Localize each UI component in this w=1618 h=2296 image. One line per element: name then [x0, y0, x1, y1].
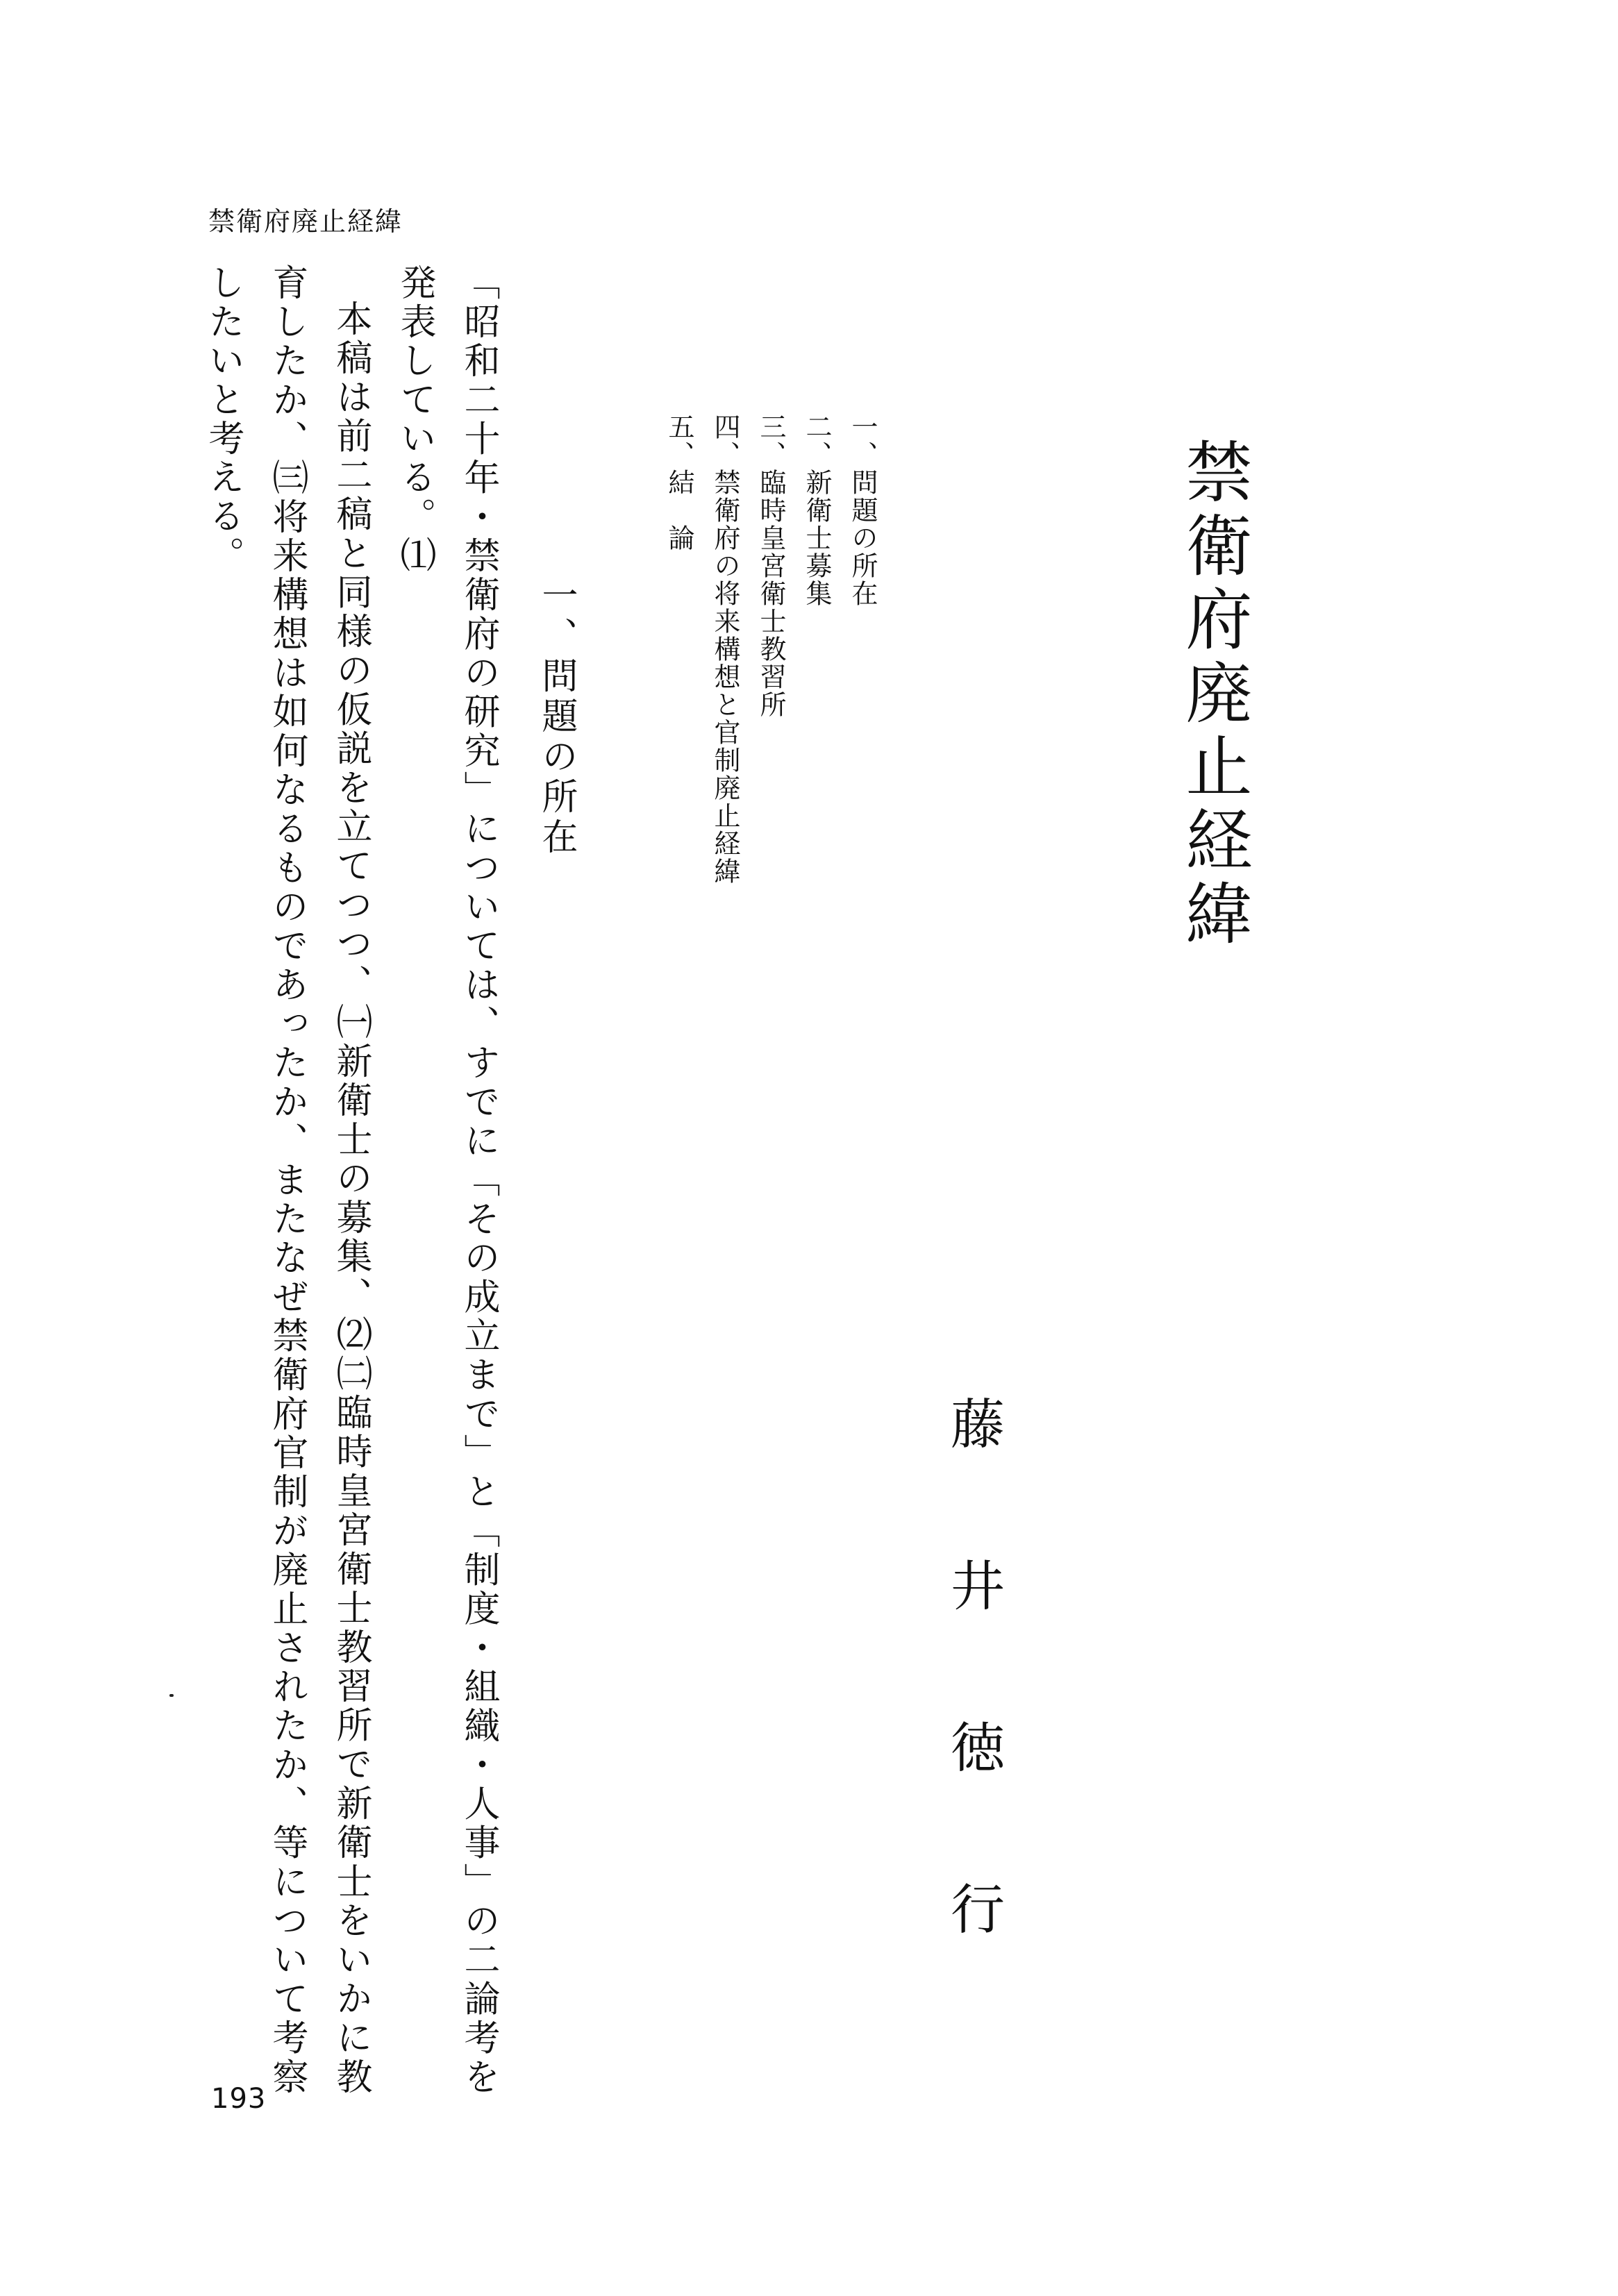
toc-item: 五、結 論 — [664, 413, 694, 552]
page-number: 193 — [211, 2083, 267, 2115]
table-of-contents — [656, 413, 885, 885]
running-head: 禁衛府廃止経緯 — [208, 206, 403, 237]
paragraph: 本稿は前二稿と同様の仮説を立てつつ、㈠新衛士の募集、⑵㈡臨時皇宮衛士教習所で新衛士をいかに教育したか、㈢将来構想は如何なるものであったか、またなぜ禁衛府官制が廃止されたか、等について考察したいと考える。 — [202, 264, 372, 2097]
body-text — [122, 264, 510, 2097]
toc-item: 一、問題の所在 — [847, 413, 878, 607]
toc-item: 二、新衛士募集 — [801, 413, 832, 607]
paragraph: 「昭和二十年・禁衛府の研究」については、すでに「その成立まで」と「制度・組織・人事」の二論考を発表している。⑴ — [394, 264, 499, 2097]
toc-item: 三、臨時皇宮衛士教習所 — [756, 413, 786, 719]
toc-item: 四、禁衛府の将来構想と官制廃止経緯 — [710, 413, 740, 885]
author-name: 藤井徳行 — [942, 1396, 1004, 2043]
scan-speck — [169, 1694, 174, 1697]
section-heading: 一、問題の所在 — [535, 576, 577, 858]
article-title: 禁衛府廃止経緯 — [1175, 437, 1253, 953]
